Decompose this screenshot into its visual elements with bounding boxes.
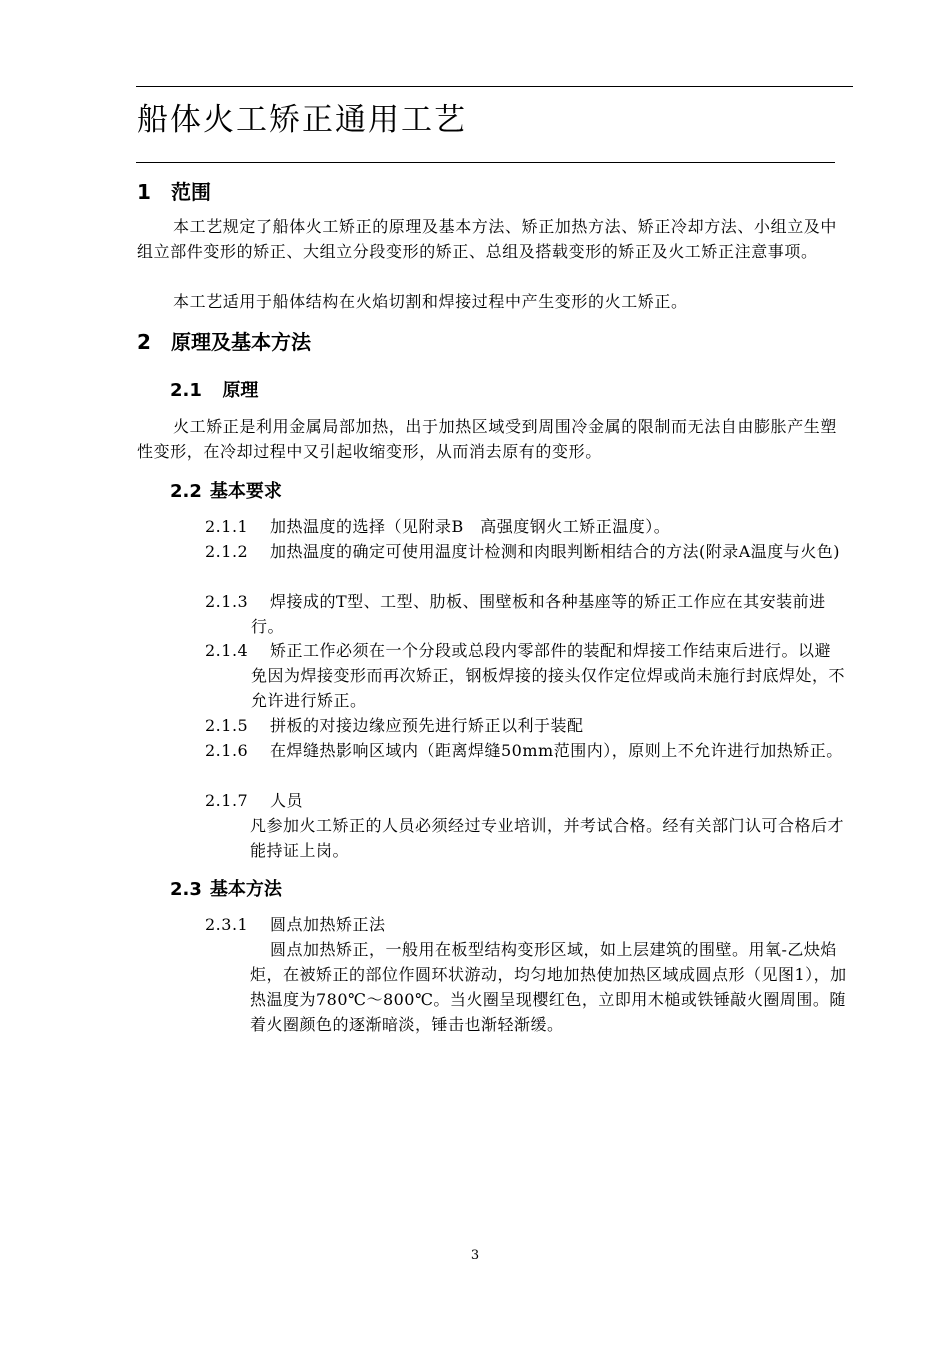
item-text: 加热温度的确定可使用温度计检测和肉眼判断相结合的方法(附录A温度与火色)	[270, 542, 841, 561]
scope-paragraph-1: 本工艺规定了船体火工矫正的原理及基本方法、矫正加热方法、矫正冷却方法、小组立及中组立部件变形的矫正、大组立分段变形的矫正、总组及搭载变形的矫正及火工矫正注意事项。	[137, 217, 838, 261]
subsection-number: 2.1	[170, 380, 202, 401]
subsection-title: 基本方法	[209, 879, 282, 900]
item-number: 2.1.7	[205, 791, 249, 810]
section-title: 范围	[171, 180, 211, 204]
title-underline	[136, 162, 835, 163]
personnel-paragraph: 凡参加火工矫正的人员必须经过专业培训，并考试合格。经有关部门认可合格后才能持证上岗。	[250, 816, 845, 860]
section-number: 1	[137, 180, 151, 204]
item-number: 2.1.4	[205, 641, 249, 660]
section-number: 2	[137, 330, 151, 354]
subsection-2-2-heading	[170, 477, 282, 503]
principle-paragraph: 火工矫正是利用金属局部加热，出于加热区域受到周围冷金属的限制而无法自由膨胀产生塑性变形，在冷却过程中又引起收缩变形，从而消去原有的变形。	[137, 417, 838, 461]
requirement-item	[205, 638, 845, 713]
item-text: 人员	[270, 791, 304, 810]
subsection-2-1-heading	[170, 376, 258, 402]
section-1-heading	[137, 176, 211, 205]
page-number: 3	[470, 1248, 480, 1263]
item-number: 2.3.1	[205, 915, 249, 934]
item-text: 矫正工作必须在一个分段或总段内零部件的装配和焊接工作结束后进行。以避免因为焊接变形而再次矫正，钢板焊接的接头仅作定位焊或尚未施行封底焊处，不允许进行矫正。	[251, 641, 846, 710]
requirement-item	[205, 788, 845, 813]
header-rule	[136, 86, 853, 87]
item-number: 2.1.3	[205, 592, 249, 611]
scope-paragraph-2: 本工艺适用于船体结构在火焰切割和焊接过程中产生变形的火工矫正。	[173, 292, 688, 311]
item-number: 2.1.1	[205, 517, 249, 536]
method-item	[205, 912, 845, 937]
item-number: 2.1.6	[205, 741, 249, 760]
section-2-heading	[137, 326, 311, 355]
subsection-number: 2.3	[170, 879, 202, 900]
item-text: 焊接成的T型、工型、肋板、围壁板和各种基座等的矫正工作应在其安装前进行。	[251, 592, 826, 636]
item-text: 拼板的对接边缘应预先进行矫正以利于装配	[270, 716, 584, 735]
subsection-number: 2.2	[170, 481, 202, 502]
requirement-item	[205, 738, 845, 763]
method-paragraph: 圆点加热矫正，一般用在板型结构变形区域，如上层建筑的围壁。用氧-乙炔焰炬，在被矫正的部位作圆环状游动，均匀地加热使加热区域成圆点形（见图1），加热温度为780℃～800℃。当火圈呈现樱红色，立即用木槌或铁锤敲火圈周围。随着火圈颜色的逐渐暗淡，锤击也渐轻渐缓。	[250, 940, 847, 1034]
item-text: 在焊缝热影响区域内（距离焊缝50mm范围内），原则上不允许进行加热矫正。	[270, 741, 843, 760]
section-title: 原理及基本方法	[171, 330, 311, 354]
item-text: 圆点加热矫正法	[270, 915, 386, 934]
requirement-item	[205, 514, 845, 539]
subsection-title: 原理	[222, 380, 259, 401]
item-text: 加热温度的选择（见附录B 高强度钢火工矫正温度）。	[270, 517, 671, 536]
subsection-title: 基本要求	[209, 481, 282, 502]
subsection-2-3-heading	[170, 875, 282, 901]
requirement-item	[205, 539, 845, 564]
item-number: 2.1.2	[205, 542, 249, 561]
requirement-item	[205, 589, 845, 639]
requirement-item	[205, 713, 845, 738]
item-number: 2.1.5	[205, 716, 249, 735]
document-title: 船体火工矫正通用工艺	[137, 102, 467, 138]
